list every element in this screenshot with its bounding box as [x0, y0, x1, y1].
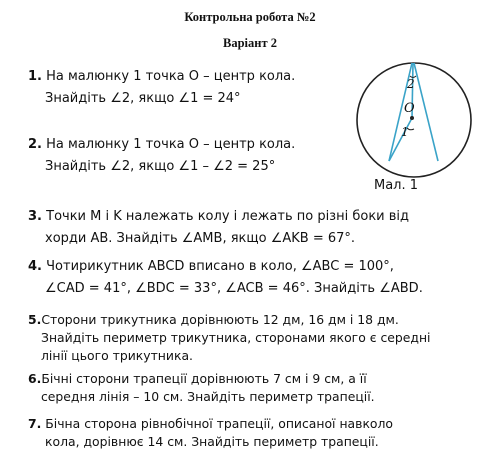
task-number: 7.: [28, 416, 42, 431]
variant-label: Варіант 2: [223, 36, 277, 50]
task-number: 6.: [28, 371, 42, 386]
task-3: [28, 206, 468, 250]
task-number: 3.: [28, 209, 42, 224]
task-number: 2.: [28, 137, 42, 152]
task-7: [28, 415, 468, 451]
task-number: 4.: [28, 259, 42, 274]
task-number: 5.: [28, 312, 42, 327]
figure-caption: Мал. 1: [374, 178, 419, 193]
chord-right: [414, 63, 438, 161]
center-point: [410, 116, 414, 120]
task-text-line: Точки M і K належать колу і лежать по різні боки від: [46, 209, 410, 224]
task-text-line: Бічні сторони трапеції дорівнюють 7 см і 9 см, а її: [41, 371, 367, 386]
task-5: [28, 311, 468, 365]
angle1-label: 1: [401, 125, 409, 139]
angle2-label: 2: [407, 77, 415, 91]
task-text-line: Чотирикутник ABCD вписано в коло, ∠ABC = 100°,: [46, 259, 394, 274]
task-text-line: Бічна сторона рівнобічної трапеції, описаної навколо: [45, 416, 394, 431]
task-text-line: лінії цього трикутника.: [41, 348, 193, 363]
task-text-line: Знайдіть периметр трикутника, сторонами якого є середні: [41, 330, 431, 345]
task-text-line: На малюнку 1 точка O – центр кола.: [46, 69, 296, 84]
task-text-line: середня лінія – 10 см. Знайдіть периметр трапеції.: [41, 389, 375, 404]
task-4: [28, 256, 468, 300]
task-text-line: ∠CAD = 41°, ∠BDC = 33°, ∠ACB = 46°. Знайдіть ∠ABD.: [45, 281, 423, 296]
task-text-line: хорди AB. Знайдіть ∠AMB, якщо ∠AKB = 67°.: [45, 231, 356, 246]
task-text-line: кола, дорівнює 14 см. Знайдіть периметр трапеції.: [45, 434, 379, 449]
document-title: Контрольна робота №2: [184, 10, 316, 24]
task-6: [28, 370, 468, 406]
center-label: O: [404, 101, 415, 116]
task-text-line: Знайдіть ∠2, якщо ∠1 – ∠2 = 25°: [45, 159, 276, 174]
task-text-line: Знайдіть ∠2, якщо ∠1 = 24°: [45, 91, 241, 106]
circle-figure: [354, 58, 474, 183]
task-text-line: Сторони трикутника дорівнюють 12 дм, 16 дм і 18 дм.: [41, 312, 399, 327]
task-number: 1.: [28, 69, 42, 84]
task-text-line: На малюнку 1 точка O – центр кола.: [46, 137, 296, 152]
